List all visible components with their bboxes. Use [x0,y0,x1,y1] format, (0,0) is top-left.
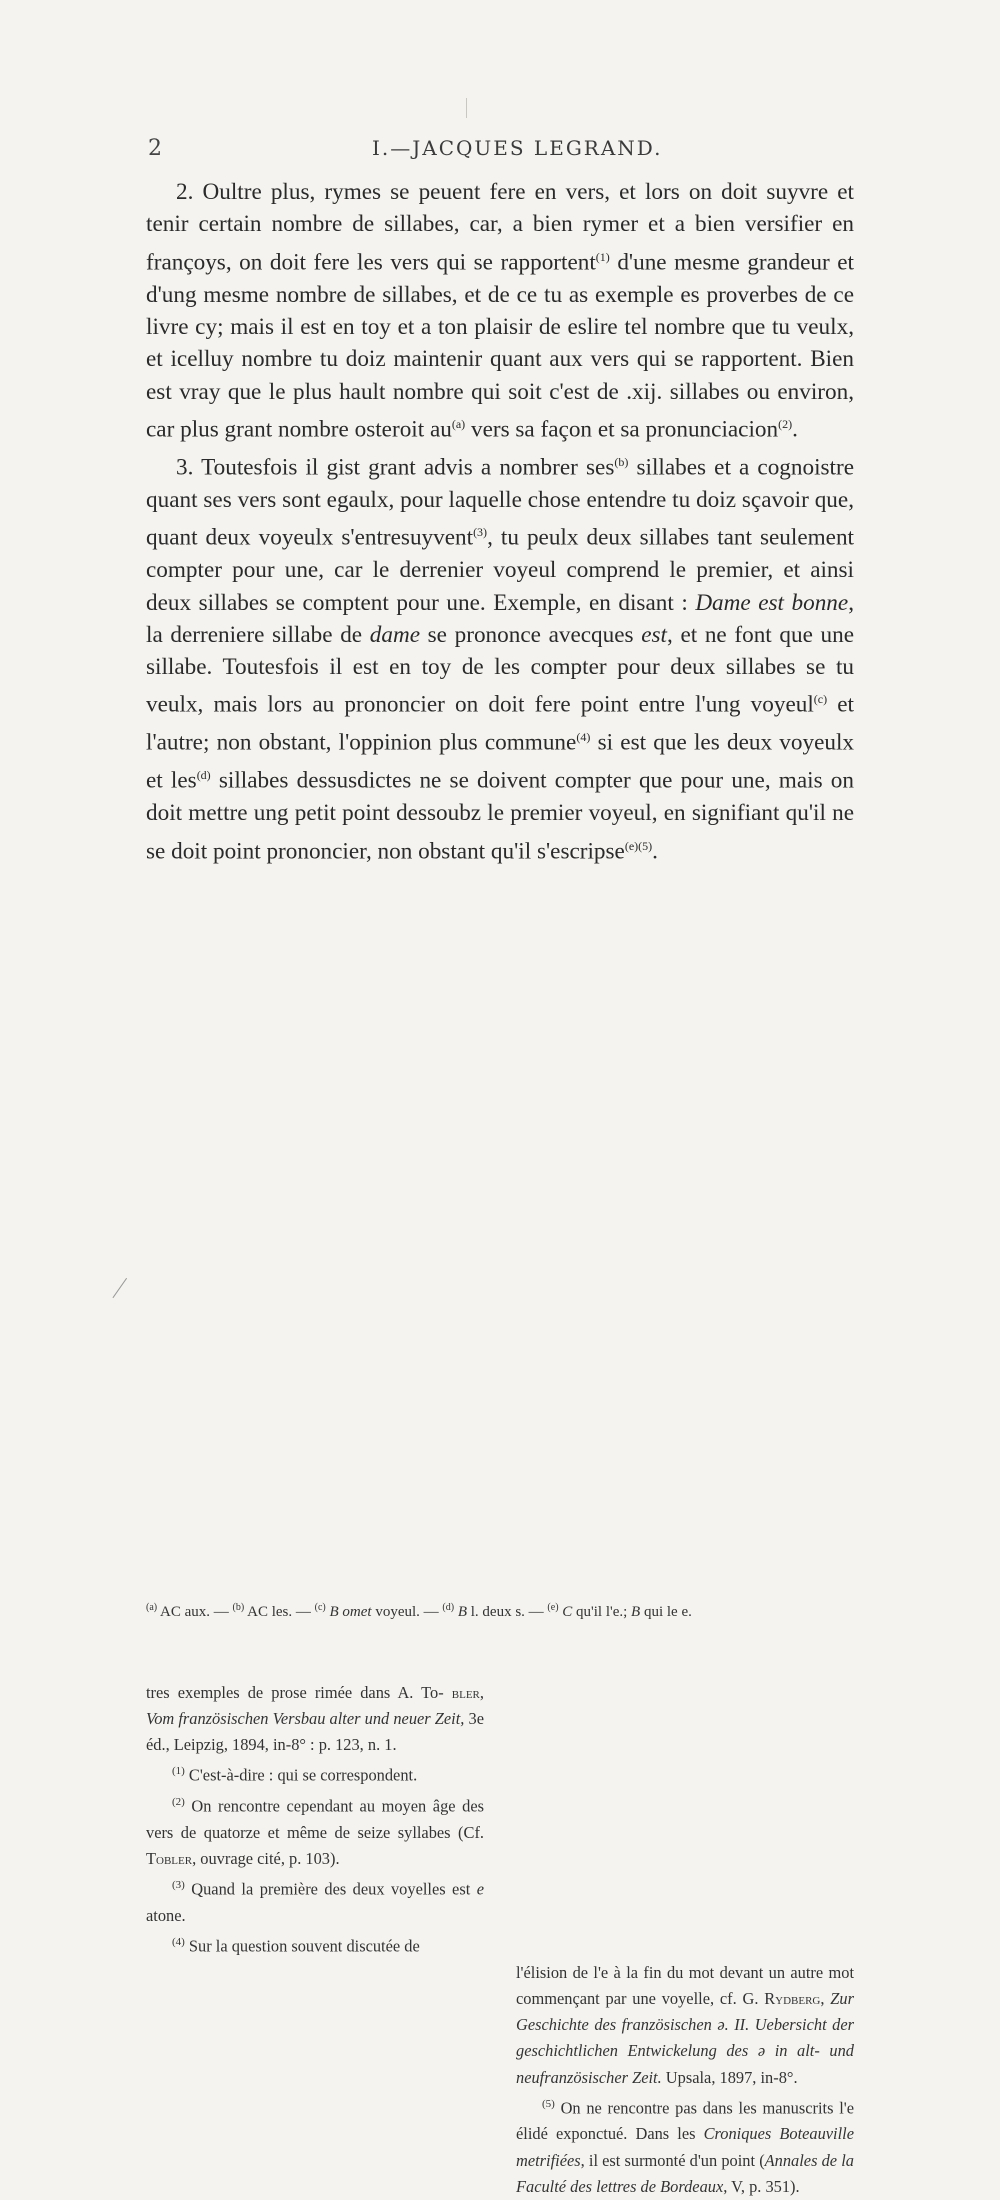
variant-ref-e: (e) [624,838,639,853]
variant-ref-b: (b) [614,454,629,469]
note-ref-5: (5) [638,838,653,853]
footnote-4-continuation: l'élision de l'e à la fin du mot devant un autre mot commençant par une voyelle, cf. G. Rydberg, Zur Geschichte des französischen ə. II. Uebersicht der geschichtlichen Entwickelung des ə in alt- und neufranzösischer Zeit. Upsala, 1897, in-8°. [516,1962,854,2087]
footnote-5: $^{(5)}$ On ne rencontre pas dans les manuscrits l'e élidé exponctué. Dans les Croniques Boteauville metrifiées, il est surmonté d'un point (Annales de la Faculté des lettres de Bordeaux, V, p. 351). [516,2097,854,2196]
footnote-continuation: tres exemples de prose rimée dans A. To- bler, Vom französischen Versbau alter und neuer Zeit, 3e éd., Leipzig, 1894, in-8° : p. 123, n. 1. [146,1682,485,1755]
footnote-4: $^{(4)}$ Sur la question souvent discutée de [172,1936,420,1956]
variant-ref-a: (a) [451,416,466,431]
page-number: 2 [148,136,163,161]
variant-ref-c: (c) [813,692,828,707]
paragraph-2: 2. Oultre plus, rymes se peuent fere en vers, et lors on doit suyvre et tenir certain nombre de sillabes, car, a bien rymer et a bien versifier en françoys, on doit fere les vers qui se rapportent$^{(1)}$ d'une mesme grandeur et d'ung mesme nombre de sillabes, et de ce tu as exemple es proverbes de ce livre cy; mais il est en toy et a ton plaisir de eslire tel nombre que tu veulx, et icelluy nombre tu doiz maintenir quant aux vers qui se rapportent. Bien est vray que le plus hault nombre qui soit c'est de .xij. sillabes ou environ, car plus grant nombre osteroit $au^{(a)}$ vers sa façon et sa pronunciacion$^{(2)}$. [146,179,854,443]
footnotes-right-column [516,1960,854,2200]
variant-apparatus: $^{(a)}$ AC aux. — $^{(b)}$ AC les. — $^{(c)}$ B omet voyeul. — $^{(d)}$ B l. deux s. — $^{(e)}$ C qu'il l'e.; B qui le e. [146,1601,692,1620]
footnote-1: $^{(1)}$ C'est-à-dire : qui se correspondent. [172,1765,418,1785]
main-text [146,176,854,868]
variant-ref-d: (d) [196,768,211,783]
note-ref-2: (2) [778,416,793,431]
pen-mark [112,1278,138,1306]
footnotes-left-column [146,1680,484,1960]
note-ref-4: (4) [576,730,591,745]
note-ref-1: (1) [595,249,610,264]
footnote-2: $^{(2)}$ On rencontre cependant au moyen âge des vers de quatorze et même de seize syllabes (Cf. Tobler, ouvrage cité, p. 103). [146,1796,484,1868]
running-title: I.—JACQUES LEGRAND. [372,136,663,160]
footnote-3: $^{(3)}$ Quand la première des deux voyelles est e atone. [146,1879,484,1925]
paragraph-3: 3. Toutesfois il gist grant advis a nombrer ses$^{(b)}$ sillabes et a cognoistre quant ses vers sont egaulx, pour laquelle chose entendre tu doiz sçavoir que, quant deux voyeulx s'entresuyvent$^{(3)}$, tu peulx deux sillabes tant seulement compter pour une, car le derrenier voyeul comprend le premier, et ainsi deux sillabes se comptent pour une. Exemple, en disant : Dame est bonne, la derreniere sillabe de dame se prononce avecques est, et ne font que une sillabe. Toutesfois il est en toy de les compter pour deux sillabes se tu veulx, mais lors au prononcier on doit fere point entre l'ung voyeul$^{(c)}$ et l'autre; non obstant, l'oppinion plus commune$^{(4)}$ si est que les deux voyeulx et les$^{(d)}$ sillabes dessusdictes ne se doivent compter que pour une, mais on doit mettre ung petit point dessoubz le premier voyeul, en signifiant qu'il ne se doit point prononcier, non obstant qu'il s'escripse$^{(e)(5)}$. [146,454,855,865]
note-ref-3: (3) [473,525,488,540]
margin-tick [466,98,467,118]
